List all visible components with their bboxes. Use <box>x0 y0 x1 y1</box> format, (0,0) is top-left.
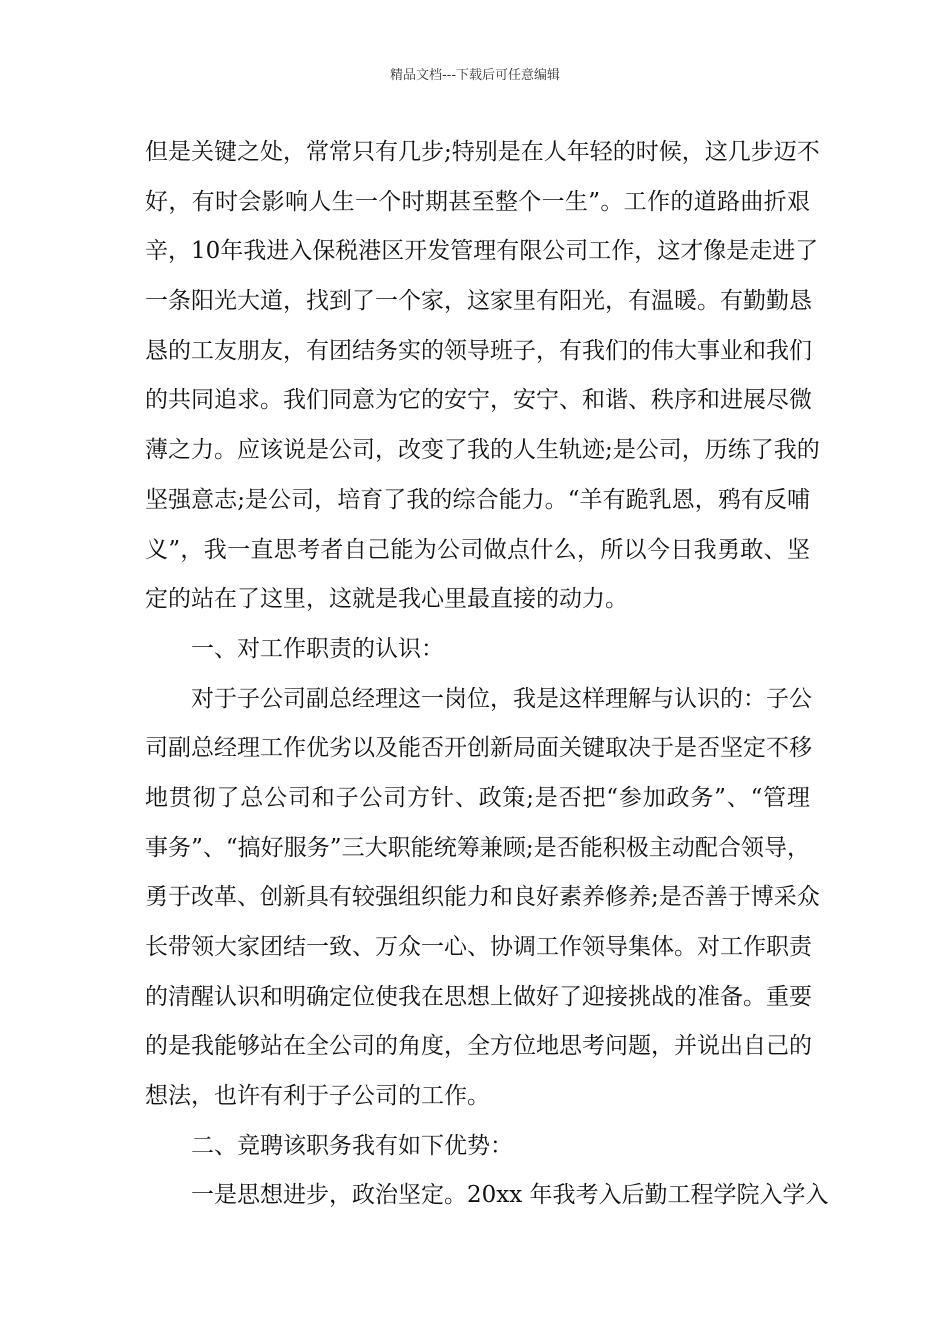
text-line: 但是关键之处，常常只有几步;特别是在人年轻的时候，这几步迈不 <box>145 139 820 165</box>
text-line: 辛，10年我进入保税港区开发管理有限公司工作，这才像是走进了 <box>145 238 819 265</box>
text-line: 义”，我一直思考者自己能为公司做点什么，所以今日我勇敢、坚 <box>145 536 810 563</box>
text-line: 的共同追求。我们同意为它的安宁，安宁、和谐、秩序和进展尽微 <box>145 387 812 414</box>
document-body <box>145 128 829 1221</box>
text-line: 长带领大家团结一致、万众一心、协调工作领导集体。对工作职责 <box>145 934 812 960</box>
text-line: 好，有时会影响人生一个时期甚至整个一生”。工作的道路曲折艰 <box>145 188 810 215</box>
page-header: 精品文档---下载后可任意编辑 <box>389 68 561 83</box>
text-line: 的清醒认识和明确定位使我在思想上做好了迎接挑战的准备。重要 <box>145 983 812 1010</box>
text-line: 薄之力。应该说是公司，改变了我的人生轨迹;是公司，历练了我的 <box>145 437 820 464</box>
text-line: 定的站在了这里，这就是我心里最直接的动力。 <box>145 586 628 613</box>
text-line: 二、竞聘该职务我有如下优势： <box>191 1132 513 1159</box>
text-line: 一、对工作职责的认识： <box>191 635 444 662</box>
text-line: 坚强意志;是公司，培育了我的综合能力。“羊有跪乳恩，鸦有反哺 <box>145 486 810 513</box>
text-line: 事务”、“搞好服务”三大职能统筹兼顾;是否能积极主动配合领导， <box>145 834 810 861</box>
text-line: 地贯彻了总公司和子公司方针、政策;是否把“参加政务”、“管理 <box>145 784 810 811</box>
text-line: 想法，也许有利于子公司的工作。 <box>145 1083 490 1110</box>
text-line: 恳的工友朋友，有团结务实的领导班子，有我们的伟大事业和我们 <box>145 337 812 364</box>
text-line: 一是思想进步，政治坚定。20xx 年我考入后勤工程学院入学入 <box>191 1182 829 1209</box>
text-line: 的是我能够站在全公司的角度，全方位地思考问题，并说出自己的 <box>145 1033 812 1060</box>
text-line: 一条阳光大道，找到了一个家，这家里有阳光，有温暖。有勤勤恳 <box>145 288 812 315</box>
text-line: 勇于改革、创新具有较强组织能力和良好素养修养;是否善于博采众 <box>145 884 820 911</box>
text-line: 对于子公司副总经理这一岗位，我是这样理解与认识的：子公 <box>191 685 812 712</box>
text-line: 司副总经理工作优劣以及能否开创新局面关键取决于是否坚定不移 <box>145 735 812 762</box>
